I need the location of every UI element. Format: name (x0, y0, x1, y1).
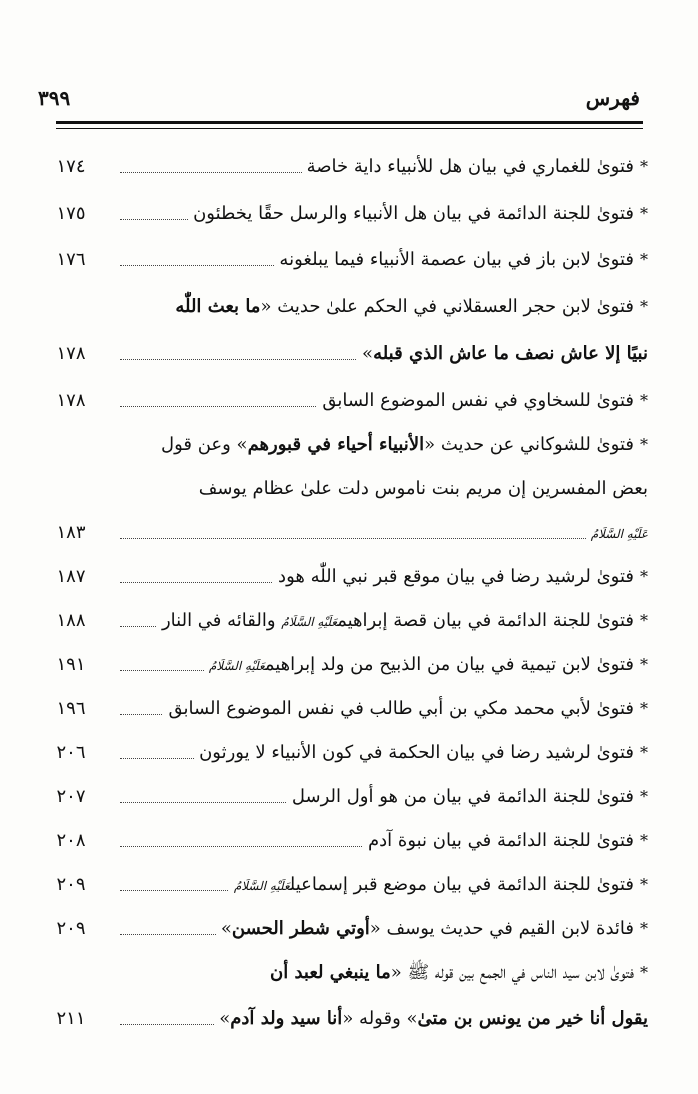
index-entry (38, 780, 648, 814)
header-rule-thick (56, 121, 643, 124)
quoted-hadith: الأنبياء أحياء في قبورهم (247, 434, 425, 455)
bullet-star: * (640, 699, 648, 718)
entry-page-number: ١٧٨ (56, 343, 86, 364)
entry-text (156, 428, 648, 462)
entry-text (357, 337, 648, 371)
entry-text-segment: فتوىٰ للجنة الدائمة في بيان نبوة آدم (368, 830, 634, 851)
entry-page-number: ١٨٧ (56, 566, 86, 587)
bullet-star: * (640, 963, 648, 982)
entry-text (188, 197, 648, 231)
entry-text (214, 1002, 648, 1036)
bullet-star: * (640, 391, 648, 410)
entry-page-number: ٢١١ (56, 1008, 86, 1029)
entry-page-number: ١٨٣ (56, 522, 86, 543)
dot-leader (120, 538, 648, 539)
entry-page-number: ٢٠٦ (56, 742, 86, 763)
entry-text-segment: فتوىٰ للجنة الدائمة في بيان قصة إبراهيم (337, 610, 634, 631)
entry-text-segment: فتوىٰ للغماري في بيان هل للأنبياء داية خاصة (306, 156, 634, 177)
entry-page-number: ١٧٦ (56, 249, 86, 270)
honorific-glyph: عَلَيْهِ السَّلَامُ (590, 527, 648, 541)
honorific-glyph: عَلَيْهِ السَّلَامُ (208, 659, 265, 673)
entry-page-number: ٢٠٨ (56, 830, 86, 851)
entry-text (194, 472, 648, 506)
index-entry (38, 516, 648, 550)
index-entry (38, 384, 648, 418)
bullet-star: * (640, 875, 648, 894)
entry-page-number: ٢٠٧ (56, 786, 86, 807)
entry-text (586, 516, 648, 551)
entry-text-segment: فتوىٰ لرشيد رضا في بيان موقع قبر نبي اللّٰه هود (278, 566, 634, 587)
entry-text-segment: فتوىٰ لابن حجر العسقلاني في الحكم علىٰ حديث « (260, 296, 634, 317)
index-entry (38, 290, 648, 324)
quoted-hadith: ما بعث اللّٰه (175, 296, 261, 317)
honorific-glyph: عَلَيْهِ السَّلَامُ (281, 615, 338, 629)
entry-text-segment: فتوىٰ للسخاوي في نفس الموضوع السابق (322, 390, 634, 411)
bullet-star: * (640, 655, 648, 674)
entry-text (204, 648, 648, 683)
entry-text-segment: فتوىٰ للجنة الدائمة في بيان موضع قبر إسماعيل (289, 874, 634, 895)
quoted-hadith: ما ينبغي لعبد أن (269, 962, 391, 983)
entry-text-segment: فتوىٰ لابن سيد الناس في الجمع بين قوله ﷺ « (390, 962, 634, 983)
header-rule-thin (56, 128, 643, 129)
page-header-number: ٣٩٩ (38, 86, 71, 110)
bullet-star: * (640, 919, 648, 938)
index-entry (38, 243, 648, 277)
entry-text (229, 868, 648, 903)
entry-page-number: ٢٠٩ (56, 874, 86, 895)
entry-text-segment: فتوىٰ للجنة الدائمة في بيان من هو أول الرسل (291, 786, 634, 807)
entry-text-segment: فتوىٰ لابن باز في بيان عصمة الأنبياء فيما يبلغونه (279, 249, 634, 270)
bullet-star: * (640, 250, 648, 269)
index-entry (38, 868, 648, 902)
index-entry (38, 648, 648, 682)
entry-text (287, 780, 648, 814)
entry-text (363, 824, 648, 858)
entry-text-segment: والقائه في النار (161, 610, 282, 631)
entry-text-segment: » (219, 1008, 231, 1029)
entry-page-number: ١٧٤ (56, 156, 86, 177)
index-entry (38, 1002, 648, 1036)
entry-page-number: ١٧٨ (56, 390, 86, 411)
bullet-star: * (640, 743, 648, 762)
entry-text-segment: » (362, 343, 374, 364)
index-entry (38, 472, 648, 506)
index-entry (38, 150, 648, 184)
entry-page-number: ١٧٥ (56, 203, 86, 224)
page-header-title: فهرس (585, 86, 640, 110)
index-entry (38, 428, 648, 462)
bullet-star: * (640, 611, 648, 630)
entry-text (194, 736, 648, 770)
bullet-star: * (640, 204, 648, 223)
entry-text (274, 243, 648, 277)
entry-text (170, 290, 648, 324)
index-entry (38, 912, 648, 946)
entry-text-segment: بعض المفسرين إن مريم بنت ناموس دلت علىٰ عظام يوسف (198, 478, 648, 499)
entry-text-segment: فتوىٰ للشوكاني عن حديث « (424, 434, 634, 455)
entry-page-number: ١٩١ (56, 654, 86, 675)
entry-page-number: ١٩٦ (56, 698, 86, 719)
bullet-star: * (640, 831, 648, 850)
index-entry (38, 197, 648, 231)
entry-text (302, 150, 648, 184)
index-entry (38, 560, 648, 594)
entry-text (216, 912, 648, 946)
index-entry (38, 956, 648, 990)
entry-text-segment: فائدة لابن القيم في حديث يوسف « (369, 918, 634, 939)
entry-page-number: ٢٠٩ (56, 918, 86, 939)
entry-text (265, 956, 648, 990)
bullet-star: * (640, 567, 648, 586)
entry-text-segment: فتوىٰ لابن تيمية في بيان من الذبيح من ولد إبراهيم (264, 654, 634, 675)
bullet-star: * (640, 297, 648, 316)
entry-text-segment: » وقوله « (342, 1008, 418, 1029)
bullet-star: * (640, 787, 648, 806)
quoted-hadith: نبيًا إلا عاش نصف ما عاش الذي قبله (373, 343, 648, 364)
index-entry (38, 337, 648, 371)
index-entry (38, 824, 648, 858)
quoted-hadith: أوتي شطر الحسن (231, 918, 370, 939)
honorific-glyph: عَلَيْهِ السَّلَامُ (233, 879, 290, 893)
entry-text-segment: » (220, 918, 232, 939)
entry-text (317, 384, 648, 418)
entry-text-segment: فتوىٰ لأبي محمد مكي بن أبي طالب في نفس الموضوع السابق (168, 698, 634, 719)
entry-page-number: ١٨٨ (56, 610, 86, 631)
quoted-hadith: يقول أنا خير من يونس بن متىٰ (417, 1008, 648, 1029)
bullet-star: * (640, 157, 648, 176)
entry-text (273, 560, 648, 594)
entry-text (163, 692, 648, 726)
quoted-hadith: أنا سيد ولد آدم (230, 1008, 343, 1029)
entry-text-segment: فتوىٰ لرشيد رضا في بيان الحكمة في كون الأنبياء لا يورثون (199, 742, 634, 763)
index-entry (38, 692, 648, 726)
bullet-star: * (640, 435, 648, 454)
entry-text-segment: » وعن قول (161, 434, 248, 455)
index-entry (38, 604, 648, 638)
entry-text (157, 604, 648, 639)
index-entry (38, 736, 648, 770)
entry-text-segment: فتوىٰ للجنة الدائمة في بيان هل الأنبياء والرسل حقًا يخطئون (193, 203, 634, 224)
